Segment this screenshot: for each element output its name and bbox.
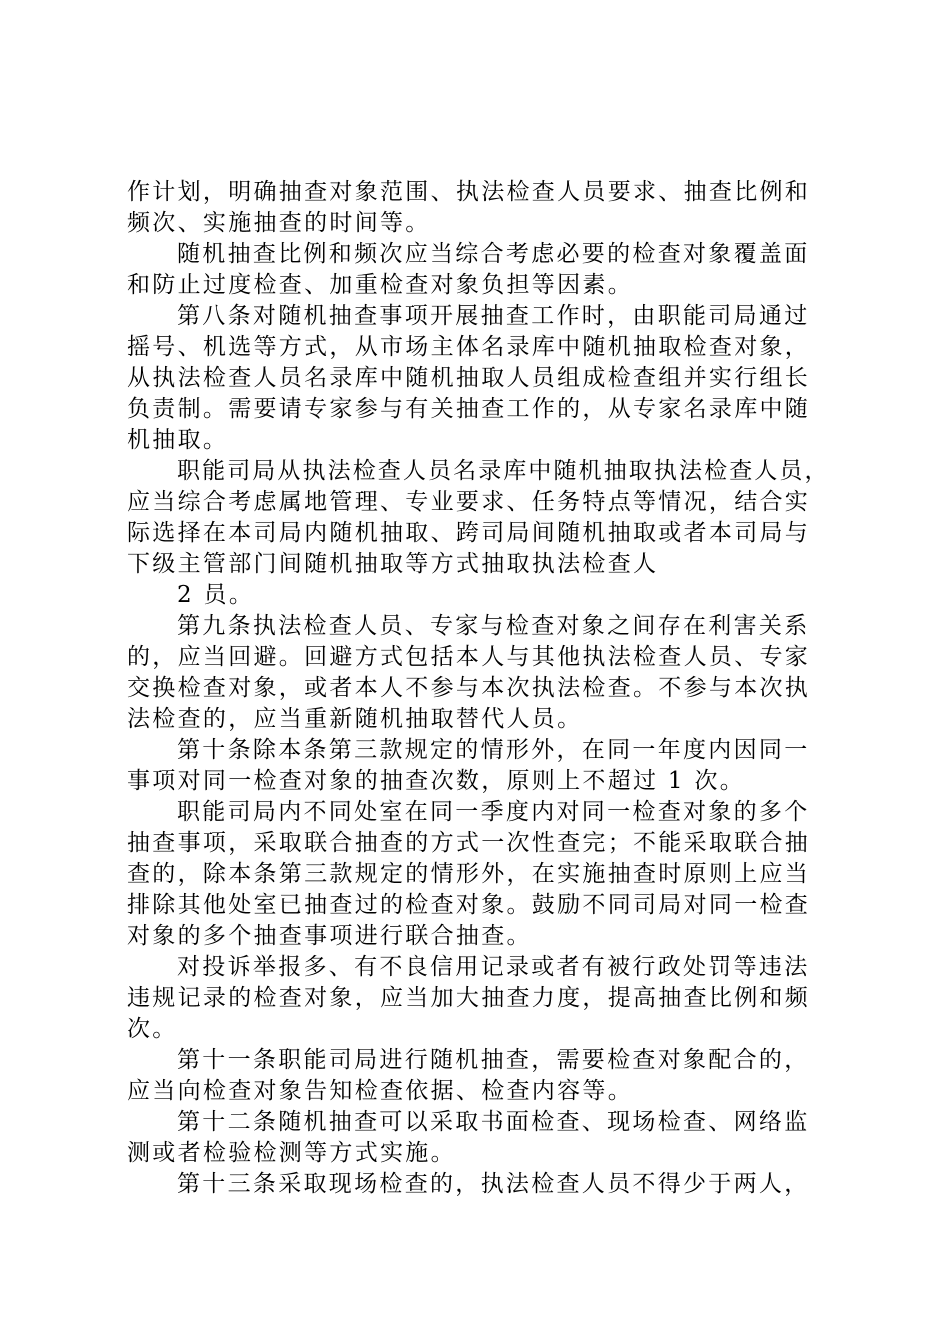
text-line: 摇号、机选等方式，从市场主体名录库中随机抽取检查对象， xyxy=(127,334,811,360)
text-line: 2 员。 xyxy=(177,582,255,608)
text-line: 第十二条随机抽查可以采取书面检查、现场检查、网络监 xyxy=(177,1109,810,1135)
text-line: 职能司局从执法检查人员名录库中随机抽取执法检查人员， xyxy=(177,458,830,484)
text-line: 排除其他处室已抽查过的检查对象。鼓励不同司局对同一检查 xyxy=(127,892,811,918)
text-line: 测或者检验检测等方式实施。 xyxy=(127,1140,456,1166)
text-line: 机抽取。 xyxy=(127,427,229,453)
text-line: 违规记录的检查对象，应当加大抽查力度，提高抽查比例和频 xyxy=(127,985,811,1011)
text-line: 随机抽查比例和频次应当综合考虑必要的检查对象覆盖面 xyxy=(177,241,810,267)
text-line: 际选择在本司局内随机抽取、跨司局间随机抽取或者本司局与 xyxy=(127,520,811,546)
text-line: 第十条除本条第三款规定的情形外，在同一年度内因同一 xyxy=(177,737,810,763)
text-line: 次。 xyxy=(127,1016,178,1042)
text-line: 负责制。需要请专家参与有关抽查工作的，从专家名录库中随 xyxy=(127,396,811,422)
text-line: 法检查的，应当重新随机抽取替代人员。 xyxy=(127,706,583,732)
text-line: 第十三条采取现场检查的，执法检查人员不得少于两人， xyxy=(177,1171,810,1197)
text-line: 从执法检查人员名录库中随机抽取人员组成检查组并实行组长 xyxy=(127,365,811,391)
text-line: 和防止过度检查、加重检查对象负担等因素。 xyxy=(127,272,633,298)
text-line: 作计划，明确抽查对象范围、执法检查人员要求、抽查比例和 xyxy=(127,179,811,205)
text-line: 频次、实施抽查的时间等。 xyxy=(127,210,431,236)
text-line: 应当综合考虑属地管理、专业要求、任务特点等情况，结合实 xyxy=(127,489,811,515)
text-line: 职能司局内不同处室在同一季度内对同一检查对象的多个 xyxy=(177,799,810,825)
text-line: 对象的多个抽查事项进行联合抽查。 xyxy=(127,923,532,949)
text-line: 交换检查对象，或者本人不参与本次执法检查。不参与本次执 xyxy=(127,675,811,701)
text-line: 应当向检查对象告知检查依据、检查内容等。 xyxy=(127,1078,633,1104)
text-line: 第十一条职能司局进行随机抽查，需要检查对象配合的， xyxy=(177,1047,810,1073)
text-line: 的，应当回避。回避方式包括本人与其他执法检查人员、专家 xyxy=(127,644,811,670)
text-line: 抽查事项，采取联合抽查的方式一次性查完；不能采取联合抽 xyxy=(127,830,811,856)
text-line: 第八条对随机抽查事项开展抽查工作时，由职能司局通过 xyxy=(177,303,810,329)
text-line: 对投诉举报多、有不良信用记录或者有被行政处罚等违法 xyxy=(177,954,810,980)
text-line: 第九条执法检查人员、专家与检查对象之间存在利害关系 xyxy=(177,613,810,639)
text-line: 查的，除本条第三款规定的情形外，在实施抽查时原则上应当 xyxy=(127,861,811,887)
document-body xyxy=(127,177,832,1200)
text-line: 下级主管部门间随机抽取等方式抽取执法检查人 xyxy=(127,551,659,577)
text-line: 事项对同一检查对象的抽查次数，原则上不超过 1 次。 xyxy=(127,768,746,794)
